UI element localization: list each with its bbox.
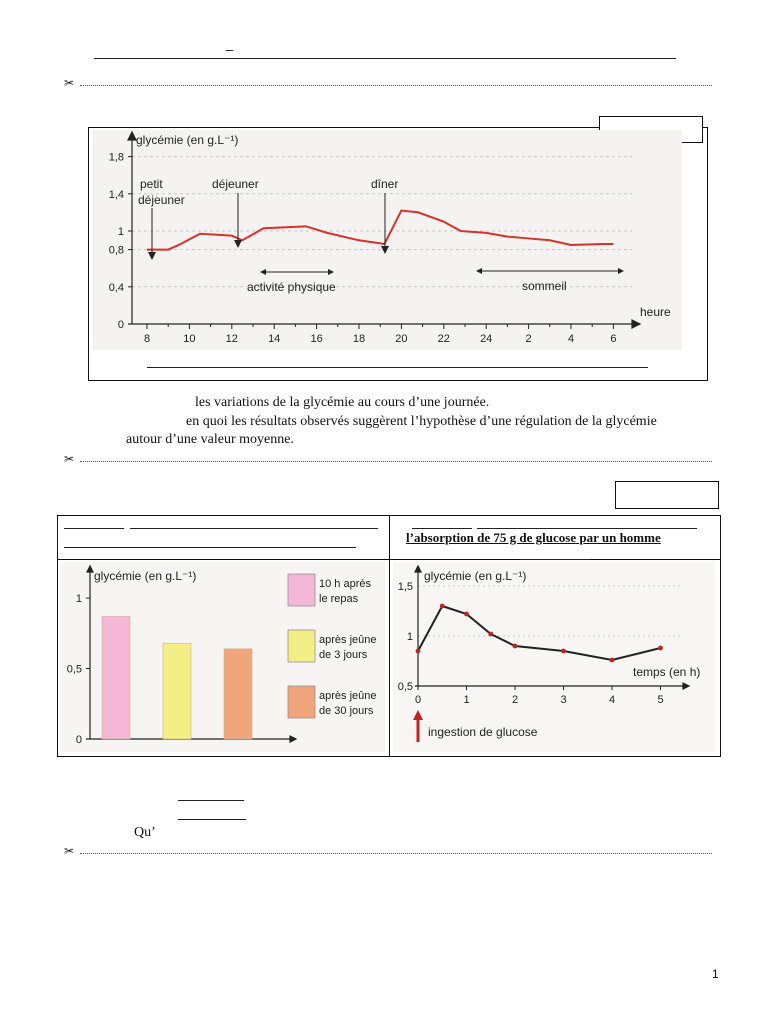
y-tick-label: 0,5 bbox=[66, 663, 82, 676]
chart-background bbox=[393, 562, 715, 752]
annotation-petit: petit bbox=[140, 177, 163, 191]
glucose-absorption-chart bbox=[393, 562, 715, 752]
legend-label: après jeûne bbox=[319, 690, 377, 702]
legend-label: après jeûne bbox=[319, 634, 377, 646]
question-2-line-2: autour d’une valeur moyenne. bbox=[126, 432, 294, 447]
question-2-line-1: en quoi les résultats observés suggèrent l’hypothèse d’une régulation de la glycémie bbox=[186, 414, 657, 429]
y-tick-label: 0,5 bbox=[397, 681, 413, 693]
x-tick-label: 1 bbox=[463, 694, 470, 706]
data-point bbox=[464, 612, 469, 617]
table-vertical-divider bbox=[389, 515, 390, 756]
annotation-dejeuner: déjeuner bbox=[212, 177, 259, 191]
scissors-icon: ✂ bbox=[64, 844, 75, 858]
x-tick-label: 20 bbox=[395, 333, 408, 345]
bar bbox=[224, 649, 252, 739]
x-tick-label: 4 bbox=[608, 694, 616, 706]
y-tick-label: 1 bbox=[75, 593, 82, 606]
x-tick-label: 3 bbox=[560, 694, 567, 706]
legend-label: 10 h après bbox=[319, 578, 371, 590]
y-tick-label: 1,4 bbox=[108, 188, 124, 201]
title-line bbox=[94, 58, 676, 59]
document-1-caption-line bbox=[147, 367, 648, 368]
x-axis-label: temps (en h) bbox=[633, 665, 701, 679]
y-tick-label: 1 bbox=[406, 631, 413, 643]
y-axis-label: glycémie (en g.L⁻¹) bbox=[136, 133, 239, 147]
x-tick-label: 2 bbox=[525, 333, 532, 345]
x-axis-label: heure bbox=[640, 305, 671, 319]
annotation-sommeil: sommeil bbox=[522, 279, 567, 293]
question-qu: Qu’ bbox=[134, 825, 156, 840]
question-1: les variations de la glycémie au cours d’une journée. bbox=[195, 395, 490, 410]
y-axis-label: glycémie (en g.L⁻¹) bbox=[424, 569, 527, 583]
data-point bbox=[416, 649, 421, 654]
daily-glycemia-chart bbox=[92, 130, 682, 350]
data-point bbox=[561, 649, 566, 654]
cut-line bbox=[80, 461, 712, 462]
data-point bbox=[658, 646, 663, 651]
bar bbox=[163, 643, 191, 739]
annotation-diner: dîner bbox=[371, 177, 399, 191]
legend-label: le repas bbox=[319, 593, 359, 605]
x-tick-label: 10 bbox=[183, 333, 196, 345]
legend-swatch bbox=[288, 686, 315, 718]
x-tick-label: 5 bbox=[657, 694, 664, 706]
scissors-icon: ✂ bbox=[64, 452, 75, 466]
blank-line-2 bbox=[178, 819, 246, 820]
right-header-line-a bbox=[412, 528, 472, 529]
annotation-petit-dejeuner: déjeuner bbox=[138, 193, 185, 207]
y-tick-label: 1,8 bbox=[108, 151, 124, 164]
legend-label: de 30 jours bbox=[319, 705, 374, 717]
legend-swatch bbox=[288, 574, 315, 606]
x-tick-label: 6 bbox=[610, 333, 617, 345]
cut-line bbox=[80, 85, 712, 86]
left-header-line-2 bbox=[64, 547, 356, 548]
title-dash: – bbox=[226, 42, 234, 57]
x-tick-label: 16 bbox=[310, 333, 323, 345]
page-number: 1 bbox=[712, 967, 719, 981]
blank-line-1 bbox=[178, 800, 244, 801]
x-tick-label: 0 bbox=[414, 694, 422, 706]
data-point bbox=[513, 644, 518, 649]
ingestion-label: ingestion de glucose bbox=[428, 725, 538, 739]
x-tick-label: 14 bbox=[268, 333, 281, 345]
x-tick-label: 8 bbox=[143, 333, 151, 345]
x-tick-label: 22 bbox=[437, 333, 450, 345]
x-tick-label: 2 bbox=[511, 694, 519, 706]
y-tick-label: 0 bbox=[117, 319, 124, 331]
x-tick-label: 24 bbox=[480, 333, 493, 345]
scissors-icon: ✂ bbox=[64, 76, 75, 90]
y-tick-label: 0,8 bbox=[108, 244, 124, 257]
document-2-label-box bbox=[615, 481, 719, 509]
bar bbox=[102, 616, 130, 739]
annotation-activite: activité physique bbox=[247, 280, 336, 294]
data-point bbox=[440, 604, 445, 609]
x-tick-label: 18 bbox=[352, 333, 366, 345]
cut-line bbox=[80, 853, 712, 854]
table-horizontal-divider bbox=[57, 559, 720, 560]
y-tick-label: 1,5 bbox=[397, 581, 413, 593]
y-axis-label: glycémie (en g.L⁻¹) bbox=[94, 569, 197, 583]
y-tick-label: 0 bbox=[75, 734, 82, 746]
data-point bbox=[610, 658, 615, 663]
left-header-line-1a bbox=[64, 528, 124, 529]
y-tick-label: 0,4 bbox=[108, 281, 124, 294]
legend-label: de 3 jours bbox=[319, 649, 368, 661]
right-header-text: l’absorption de 75 g de glucose par un homme bbox=[406, 530, 661, 545]
x-tick-label: 4 bbox=[567, 333, 575, 345]
legend-swatch bbox=[288, 630, 315, 662]
data-point bbox=[488, 632, 493, 637]
right-header-line-b bbox=[477, 528, 697, 529]
x-tick-label: 12 bbox=[225, 333, 238, 345]
fasting-bar-chart bbox=[60, 562, 385, 752]
left-header-line-1b bbox=[130, 528, 378, 529]
y-tick-label: 1 bbox=[117, 226, 124, 238]
right-header-line-c bbox=[520, 559, 590, 560]
